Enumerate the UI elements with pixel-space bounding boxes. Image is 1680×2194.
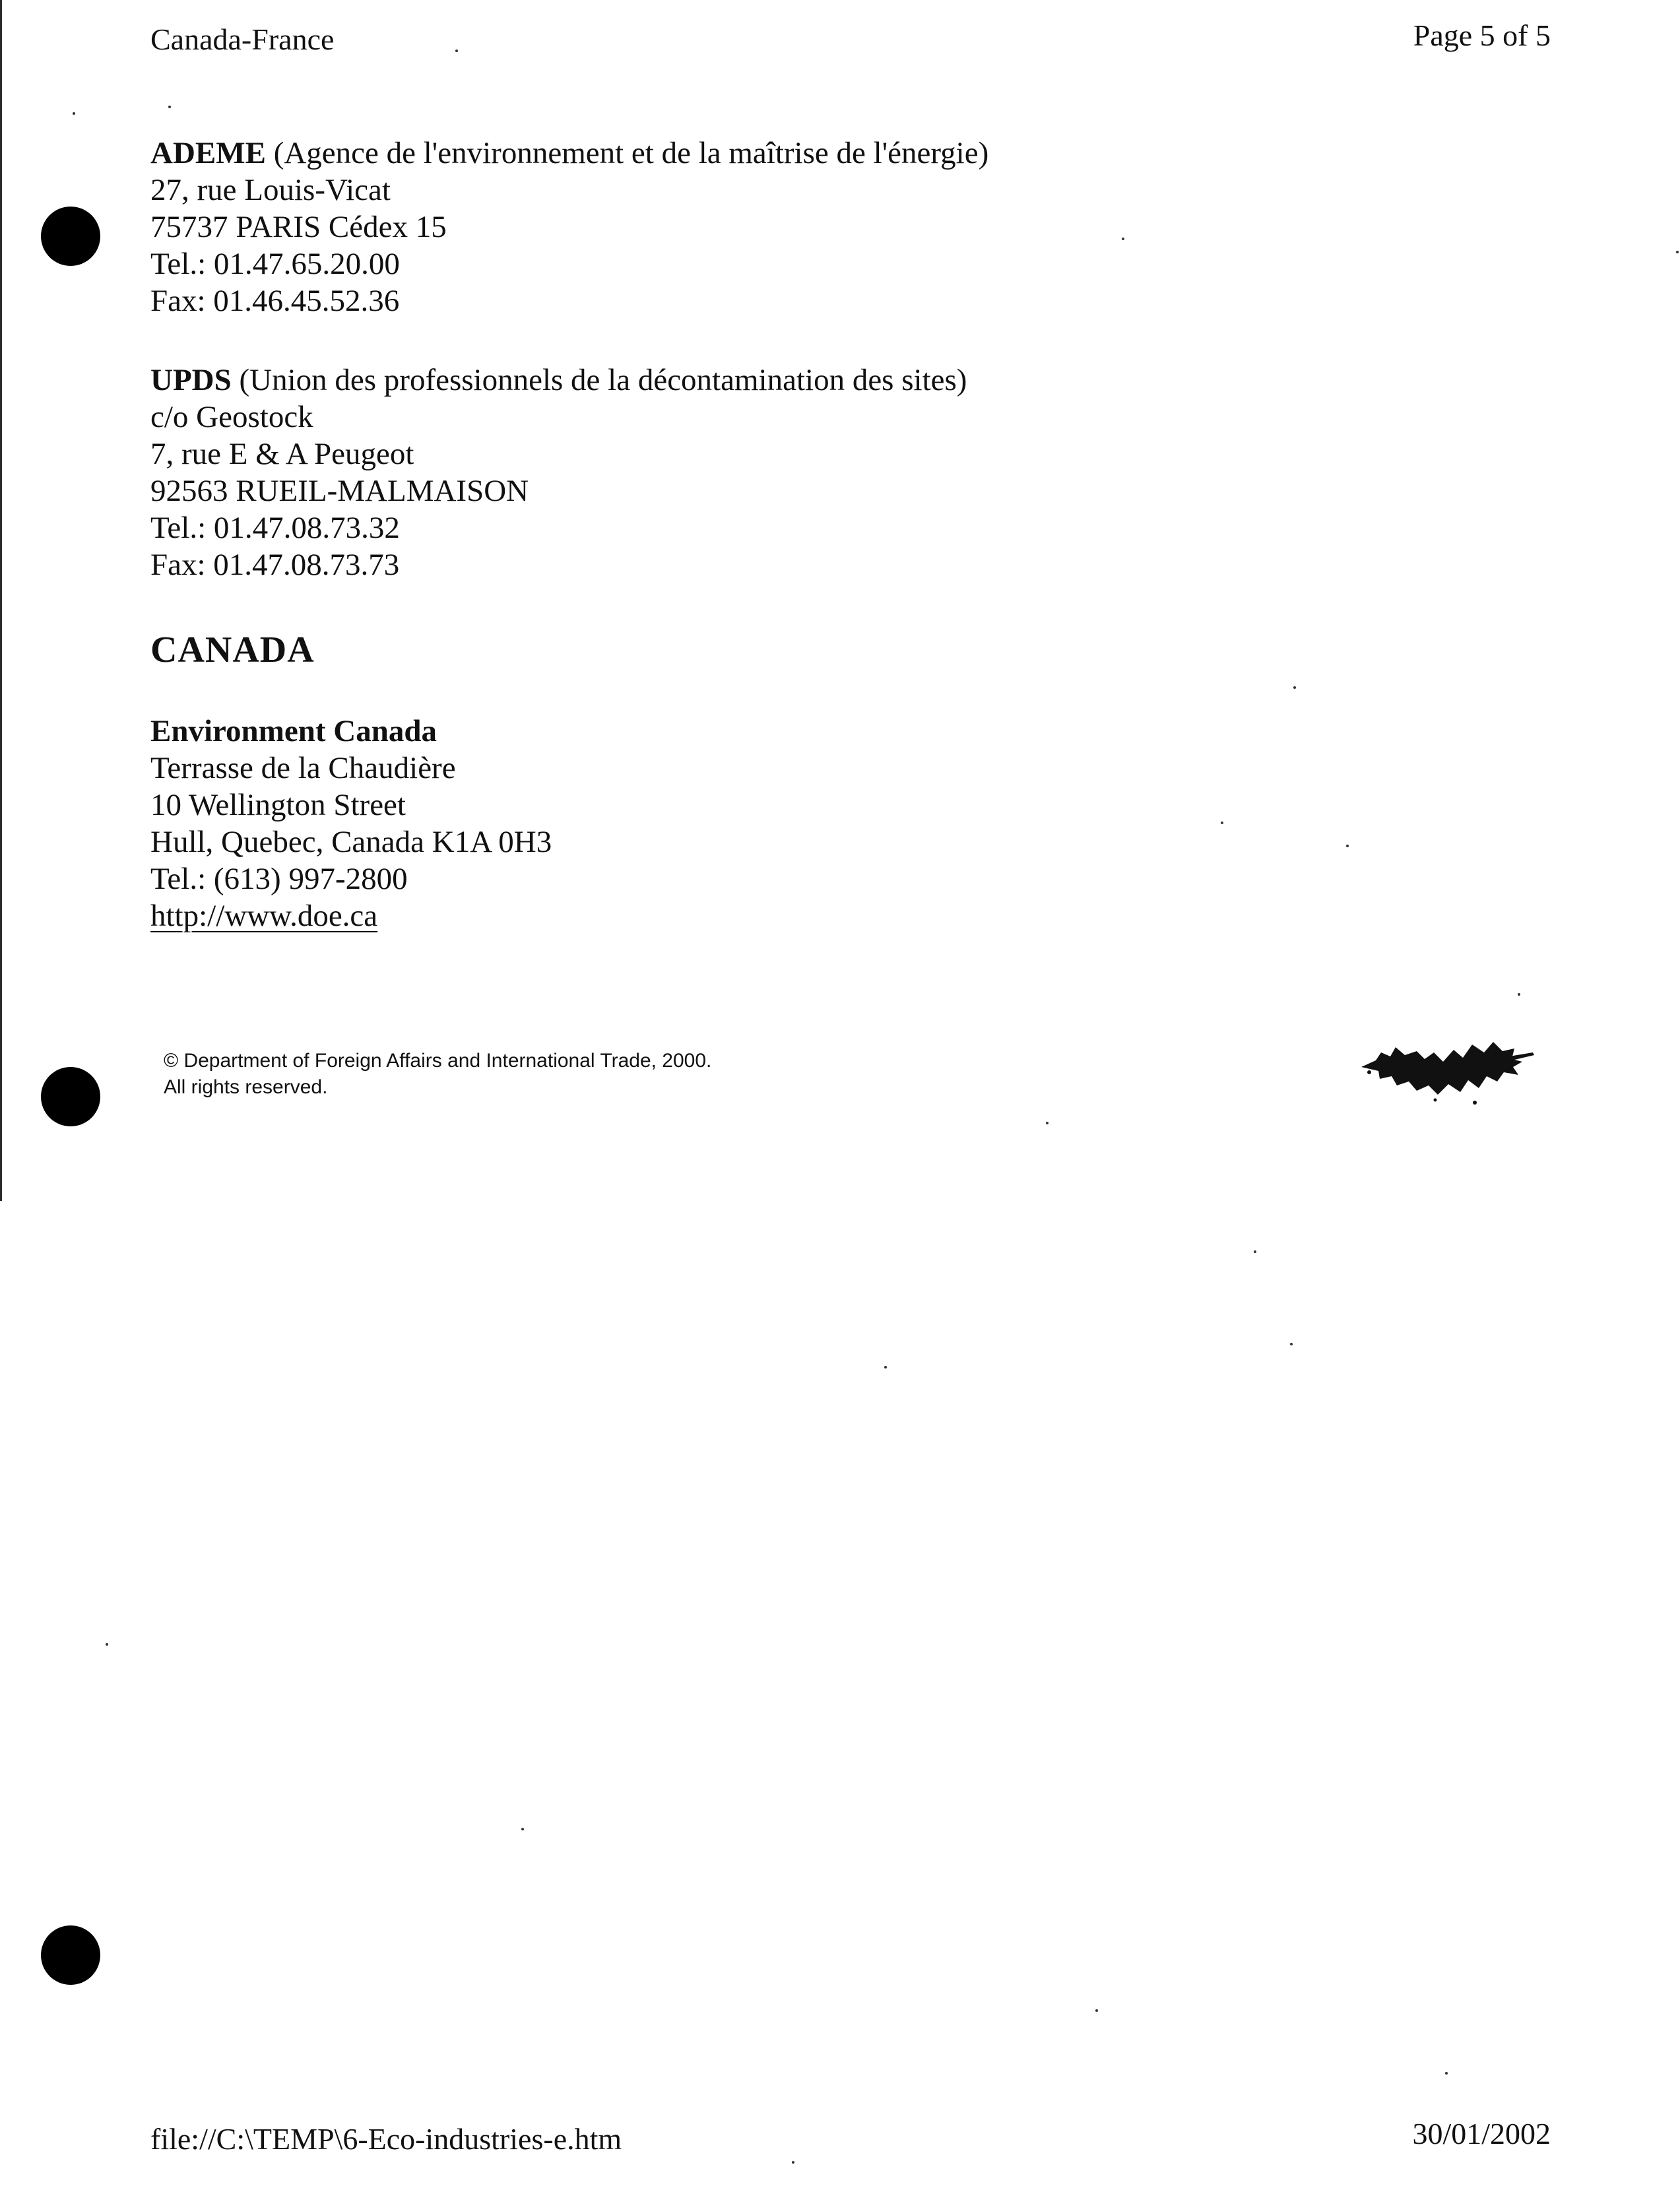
- upds-care-of: c/o Geostock: [150, 400, 313, 434]
- upds-address-city: 92563 RUEIL-MALMAISON: [150, 474, 529, 508]
- binder-hole-middle: [41, 1067, 100, 1126]
- upds-name: UPDS: [150, 363, 232, 397]
- upds-title-line: [150, 362, 967, 399]
- scan-speck: [1676, 251, 1679, 253]
- scan-speck: [455, 49, 458, 52]
- scan-speck: [792, 2161, 794, 2164]
- binder-hole-bottom: [41, 1925, 100, 1985]
- scan-speck: [1254, 1250, 1256, 1253]
- page-left-edge-rule: [0, 0, 2, 1201]
- header-document-title: Canada-France: [150, 22, 335, 56]
- environment-canada-contact-block: [150, 713, 552, 934]
- scan-speck: [1518, 993, 1520, 996]
- upds-contact-block: [150, 362, 967, 583]
- environment-canada-city: Hull, Quebec, Canada K1A 0H3: [150, 825, 552, 859]
- scan-speck: [73, 112, 75, 115]
- ademe-title-line: [150, 135, 988, 172]
- ademe-address-city: 75737 PARIS Cédex 15: [150, 210, 447, 244]
- environment-canada-street: 10 Wellington Street: [150, 788, 406, 822]
- footer-file-path: file://C:\TEMP\6-Eco-industries-e.htm: [150, 2122, 622, 2156]
- environment-canada-building: Terrasse de la Chaudière: [150, 751, 456, 785]
- binder-hole-top: [41, 207, 100, 266]
- rights-reserved-line: All rights reserved.: [164, 1076, 328, 1098]
- header-page-number: Page 5 of 5: [1413, 18, 1551, 52]
- ademe-telephone: Tel.: 01.47.65.20.00: [150, 247, 400, 281]
- scan-speck: [1346, 845, 1349, 847]
- ademe-fax: Fax: 01.46.45.52.36: [150, 284, 400, 318]
- scan-speck: [1293, 686, 1296, 689]
- ademe-address-street: 27, rue Louis-Vicat: [150, 173, 391, 207]
- canada-section-heading: CANADA: [150, 629, 315, 670]
- scan-speck: [1046, 1122, 1049, 1124]
- scan-speck: [884, 1366, 887, 1369]
- upds-telephone: Tel.: 01.47.08.73.32: [150, 511, 400, 545]
- environment-canada-name: Environment Canada: [150, 714, 437, 748]
- scan-speck: [1445, 2072, 1448, 2075]
- ademe-name: ADEME: [150, 136, 266, 170]
- upds-full-name: (Union des professionnels de la décontamination des sites): [231, 363, 967, 397]
- canada-flag-smudge-icon: [1356, 1033, 1537, 1112]
- scan-speck: [1221, 822, 1223, 824]
- scan-speck: [521, 1828, 524, 1830]
- upds-address-street: 7, rue E & A Peugeot: [150, 437, 414, 471]
- environment-canada-telephone: Tel.: (613) 997-2800: [150, 862, 408, 896]
- scan-speck: [106, 1643, 108, 1646]
- scan-speck: [168, 106, 171, 108]
- copyright-line: © Department of Foreign Affairs and International Trade, 2000.: [164, 1050, 712, 1072]
- copyright-notice: [164, 1048, 711, 1101]
- upds-fax: Fax: 01.47.08.73.73: [150, 548, 400, 582]
- ademe-contact-block: [150, 135, 988, 319]
- ademe-full-name: (Agence de l'environnement et de la maîtrise de l'énergie): [265, 136, 989, 170]
- scan-speck: [1122, 238, 1124, 240]
- scan-speck: [1290, 1343, 1293, 1345]
- footer-print-date: 30/01/2002: [1412, 2117, 1551, 2150]
- scan-speck: [1095, 2009, 1098, 2012]
- environment-canada-website-link[interactable]: http://www.doe.ca: [150, 899, 378, 933]
